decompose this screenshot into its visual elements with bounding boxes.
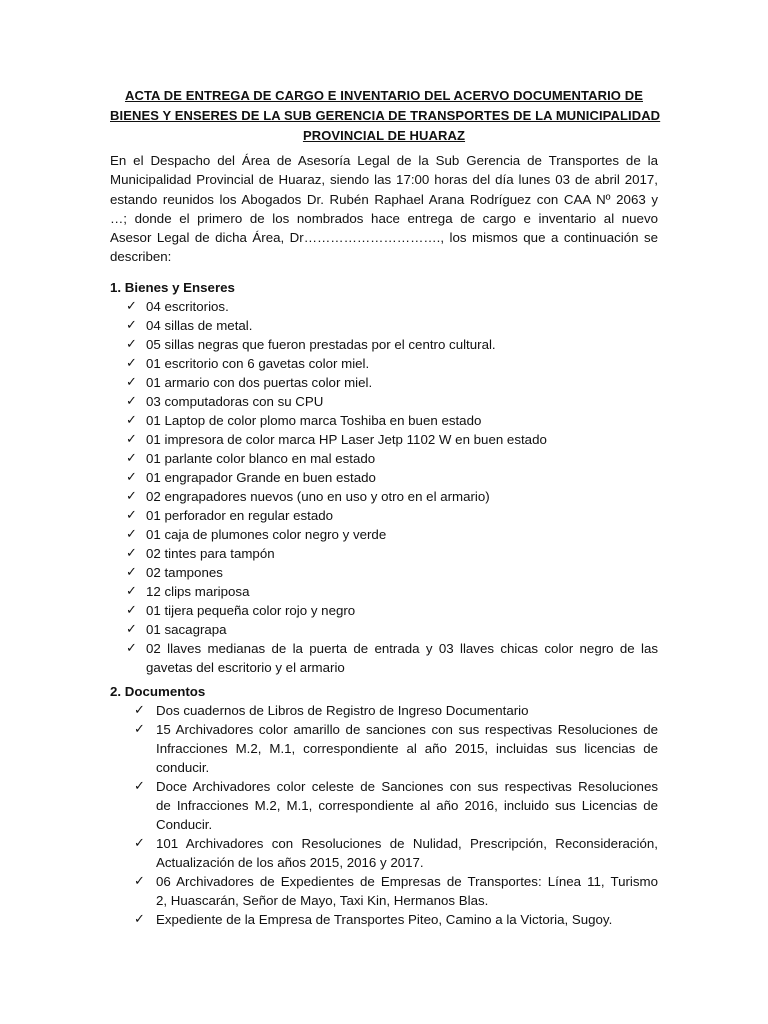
list-item-text [156,872,658,910]
document-title [110,86,661,146]
list-item [110,544,670,563]
list-item-line: 01 tijera pequeña color rojo y negro [146,603,356,618]
list-item-text [146,506,658,525]
list-item-line: 01 sacagrapa [146,622,227,637]
list-item-line: Actualización de los años 2015, 2016 y 2017. [156,855,424,870]
list-item-line: 15 Archivadores color amarillo de sanciones con sus respectivas Resoluciones de [156,722,658,737]
intro-line: …; donde el primero de los nombrados hace entrega de cargo e inventario al nuevo [110,210,658,226]
list-item [110,392,670,411]
checkmark-icon: ✓ [126,565,137,580]
intro-line: En el Despacho del Área de Asesoría Legal de la Sub Gerencia de Transportes de la [110,153,658,168]
list-item-line: de Infracciones M.2, M.1, correspondiente al año 2016, incluido sus Licencias de [156,798,658,813]
list-item-line: 04 escritorios. [146,299,229,314]
list-item-text [146,449,658,468]
list-item-line: 01 parlante color blanco en mal estado [146,451,376,466]
checkmark-icon: ✓ [134,703,145,718]
checkmark-icon: ✓ [126,546,137,561]
list-item [110,639,670,677]
section-documentos [110,682,670,929]
list-item-text [146,620,658,639]
list-item [110,468,670,487]
list-item-line: 01 escritorio con 6 gavetas color miel. [146,356,370,371]
section-bienes-enseres [110,278,670,677]
checkmark-icon: ✓ [126,603,137,618]
list-item-line: gavetas del escritorio y el armario [146,660,345,675]
list-item [110,449,670,468]
list-item-line: 02 engrapadores nuevos (uno en uso y otro en el armario) [146,489,490,504]
list-item-text [156,777,658,834]
checkmark-icon: ✓ [134,779,145,794]
list-item [110,487,670,506]
list-item-line: 04 sillas de metal. [146,318,253,333]
list-item-text [146,335,658,354]
checkmark-icon: ✓ [126,394,137,409]
intro-paragraph [110,151,658,267]
title-line: PROVINCIAL DE HUARAZ [302,128,466,143]
section-heading: 2. Documentos [110,684,206,699]
list-item-text [146,601,658,620]
list-item [110,563,670,582]
list-item-line: Doce Archivadores color celeste de Sanciones con sus respectivas Resoluciones [156,779,658,794]
list-item-line: 101 Archivadores con Resoluciones de Nulidad, Prescripción, Reconsideración, [156,836,658,851]
list-item-line: conducir. [156,760,210,775]
list-item [110,620,670,639]
list-item [110,430,670,449]
list-item [110,582,670,601]
list-item-text [146,525,658,544]
list-item [110,720,670,777]
checkmark-icon: ✓ [126,413,137,428]
list-item-line: 02 tampones [146,565,223,580]
list-item-text [156,701,658,720]
checkmark-icon: ✓ [126,641,137,656]
list-item-text [146,392,658,411]
list-item-text [156,720,658,777]
checkmark-icon: ✓ [126,489,137,504]
intro-line: describen: [110,249,172,265]
intro-line: estando reunidos los Abogados Dr. Rubén Raphael Arana Rodríguez con CAA Nº 2063 y [110,191,658,207]
list-item [110,834,670,872]
list-item-line: 02 llaves medianas de la puerta de entrada y 03 llaves chicas color negro de las [146,641,658,656]
list-item [110,601,670,620]
list-item-line: 06 Archivadores de Expedientes de Empresas de Transportes: Línea 11, Turismo [156,874,658,889]
checkmark-icon: ✓ [126,527,137,542]
list-item-line: 01 perforador en regular estado [146,508,334,523]
list-item-text [146,373,658,392]
list-item-text [156,834,658,872]
list-item-text [146,563,658,582]
list-item-text [146,430,658,449]
checkmark-icon: ✓ [126,622,137,637]
list-item-line: Conducir. [156,817,213,832]
list-item [110,506,670,525]
list-item-line: 03 computadoras con su CPU [146,394,324,409]
list-item-line: Dos cuadernos de Libros de Registro de Ingreso Documentario [156,703,529,718]
list-item-line: 01 impresora de color marca HP Laser Jetp 1102 W en buen estado [146,432,547,447]
list-item [110,335,670,354]
list-item [110,525,670,544]
list-item [110,411,670,430]
list-item-text [146,582,658,601]
section-heading: 1. Bienes y Enseres [110,280,235,295]
checkmark-icon: ✓ [134,836,145,851]
checkmark-icon: ✓ [126,356,137,371]
list-item-text [146,297,658,316]
title-line: ACTA DE ENTREGA DE CARGO E INVENTARIO DEL ACERVO DOCUMENTARIO DE [124,88,643,103]
list-item-text [146,468,658,487]
bienes-list [110,297,670,677]
checkmark-icon: ✓ [126,318,137,333]
checkmark-icon: ✓ [134,722,145,737]
list-item [110,316,670,335]
list-item-text [146,544,658,563]
list-item-line: Expediente de la Empresa de Transportes Piteo, Camino a la Victoria, Sugoy. [156,912,613,927]
list-item-line: Infracciones M.2, M.1, correspondiente al año 2015, incluidas sus licencias de [156,741,658,756]
list-item-text [156,910,658,929]
list-item-line: 05 sillas negras que fueron prestadas por el centro cultural. [146,337,496,352]
list-item [110,872,670,910]
list-item-line: 01 engrapador Grande en buen estado [146,470,376,485]
list-item-text [146,354,658,373]
list-item-text [146,487,658,506]
checkmark-icon: ✓ [126,337,137,352]
list-item-line: 02 tintes para tampón [146,546,275,561]
list-item-line: 01 caja de plumones color negro y verde [146,527,387,542]
checkmark-icon: ✓ [134,912,145,927]
list-item-text [146,639,658,677]
checkmark-icon: ✓ [134,874,145,889]
checkmark-icon: ✓ [126,432,137,447]
checkmark-icon: ✓ [126,584,137,599]
list-item-text [146,316,658,335]
checkmark-icon: ✓ [126,299,137,314]
list-item [110,297,670,316]
list-item-line: 01 Laptop de color plomo marca Toshiba en buen estado [146,413,482,428]
checkmark-icon: ✓ [126,470,137,485]
checkmark-icon: ✓ [126,375,137,390]
title-line: BIENES Y ENSERES DE LA SUB GERENCIA DE TRANSPORTES DE LA MUNICIPALIDAD [110,108,661,123]
list-item-text [146,411,658,430]
checkmark-icon: ✓ [126,451,137,466]
list-item [110,701,670,720]
checkmark-icon: ✓ [126,508,137,523]
list-item [110,373,670,392]
list-item-line: 01 armario con dos puertas color miel. [146,375,373,390]
list-item [110,354,670,373]
intro-line: Asesor Legal de dicha Área, Dr…………………………., los mismos que a continuación se [110,230,658,246]
list-item-line: 2, Huascarán, Señor de Mayo, Taxi Kin, Hermanos Blas. [156,893,489,908]
list-item [110,777,670,834]
documentos-list [110,701,670,929]
list-item [110,910,670,929]
list-item-line: 12 clips mariposa [146,584,250,599]
intro-line: Municipalidad Provincial de Huaraz, siendo las 17:00 horas del día lunes 03 de abril 2017, [110,172,658,188]
